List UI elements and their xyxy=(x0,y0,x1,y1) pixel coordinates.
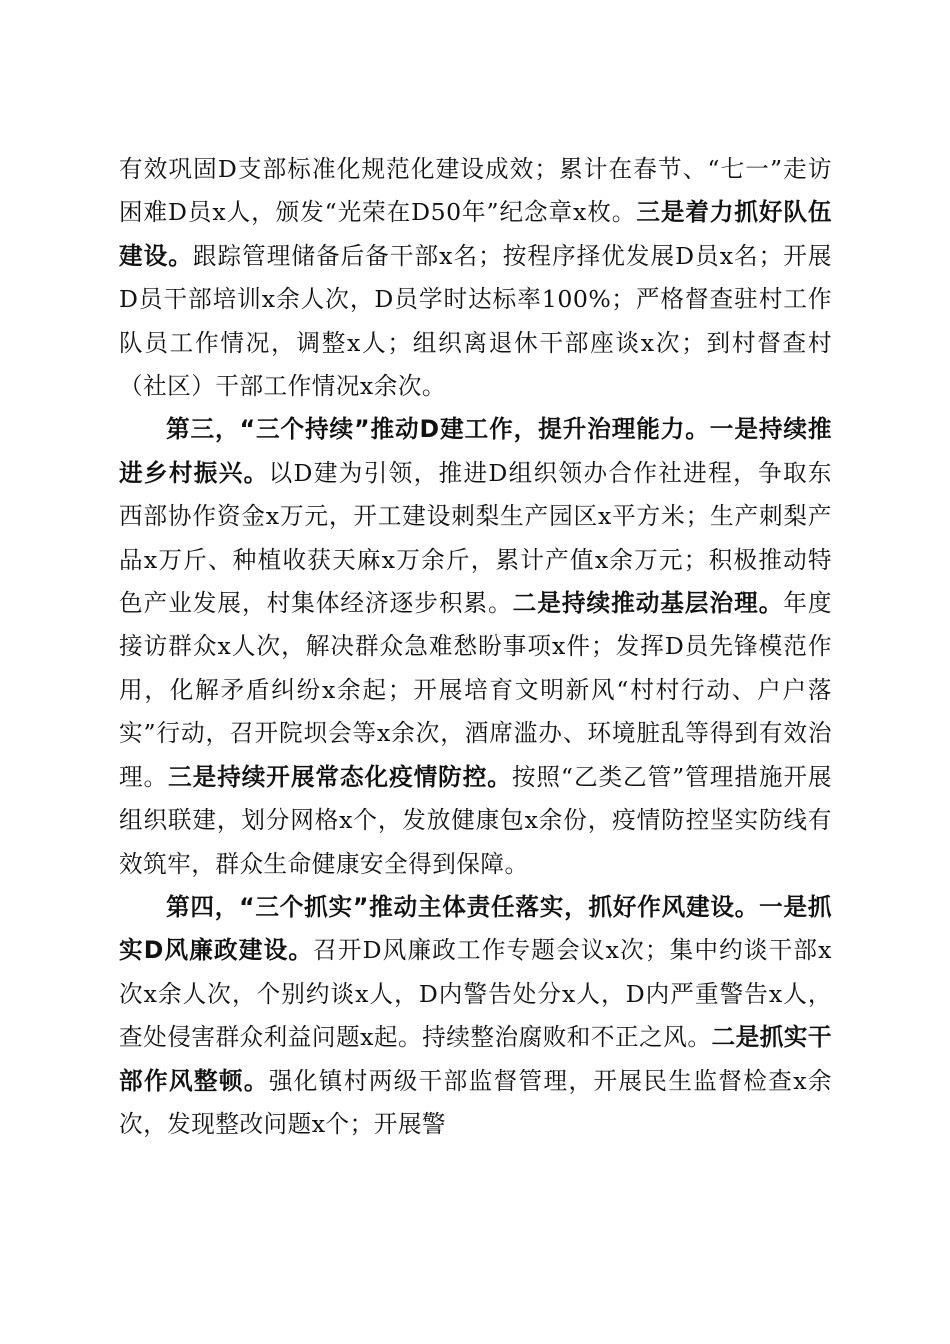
text-segment: 以D建为引领，推进D组织领办合作社进程，争取东西部协作资金x万元，开工建设刺梨生产园区x平方米；生产刺梨产品x万斤、种植收获天麻x万余斤，累计产值x余万元；积极推动特色产业发展，村集体经济逐步积累。 xyxy=(119,458,832,618)
text-segment: 强化镇村两级干部监督管理，开展民生监督检查x余次，发现整改问题x个；开展警 xyxy=(119,1066,832,1138)
text-segment: 有效巩固D支部标准化规范化建设成效；累计在春节、“七一”走访困难D员x人，颁发“光荣在D50年”纪念章x枚。 xyxy=(119,155,832,227)
bold-heading: 二是抓实干部作风整顿。 xyxy=(119,1023,833,1095)
paragraph-2 xyxy=(119,408,832,885)
bold-heading: 三是持续开展常态化疫情防控。 xyxy=(168,762,512,791)
text-segment: 跟踪管理储备后备干部x名；按程序择优发展D员x名；开展D员干部培训x余人次，D员学时达标率100%；严格督查驻村工作队员工作情况，调整x人；组织离退休干部座谈x次；到村督查村（社区）干部工作情况x余次。 xyxy=(119,241,833,401)
bold-heading: 第三，“三个持续”推动D建工作，提升治理能力。一是持续推进乡村振兴。 xyxy=(119,415,832,487)
paragraph-1 xyxy=(119,148,832,408)
bold-heading: 第四，“三个抓实”推动主体责任落实，抓好作风建设。一是抓实D风廉政建设。 xyxy=(119,892,832,965)
bold-heading: 三是着力抓好队伍建设。 xyxy=(119,198,832,270)
text-segment: 按照“乙类乙管”管理措施开展组织联建，划分网格x个，发放健康包x余份，疫情防控坚实防线有效筑牢，群众生命健康安全得到保障。 xyxy=(119,762,833,878)
document-body xyxy=(119,148,832,1146)
text-segment: 年度接访群众x人次，解决群众急难愁盼事项x件；发挥D员先锋模范作用，化解矛盾纠纷x余起；开展培育文明新风“村村行动、户户落实”行动，召开院坝会等x余次，酒席滥办、环境脏乱等得到有效治理。 xyxy=(119,589,833,791)
paragraph-3 xyxy=(119,886,832,1146)
text-segment: 召开D风廉政工作专题会议x次；集中约谈干部x次x余人次，个别约谈x人，D内警告处分x人，D内严重警告x人，查处侵害群众利益问题x起。持续整治腐败和不正之风。 xyxy=(119,936,832,1052)
bold-heading: 二是持续推动基层治理。 xyxy=(512,589,784,618)
